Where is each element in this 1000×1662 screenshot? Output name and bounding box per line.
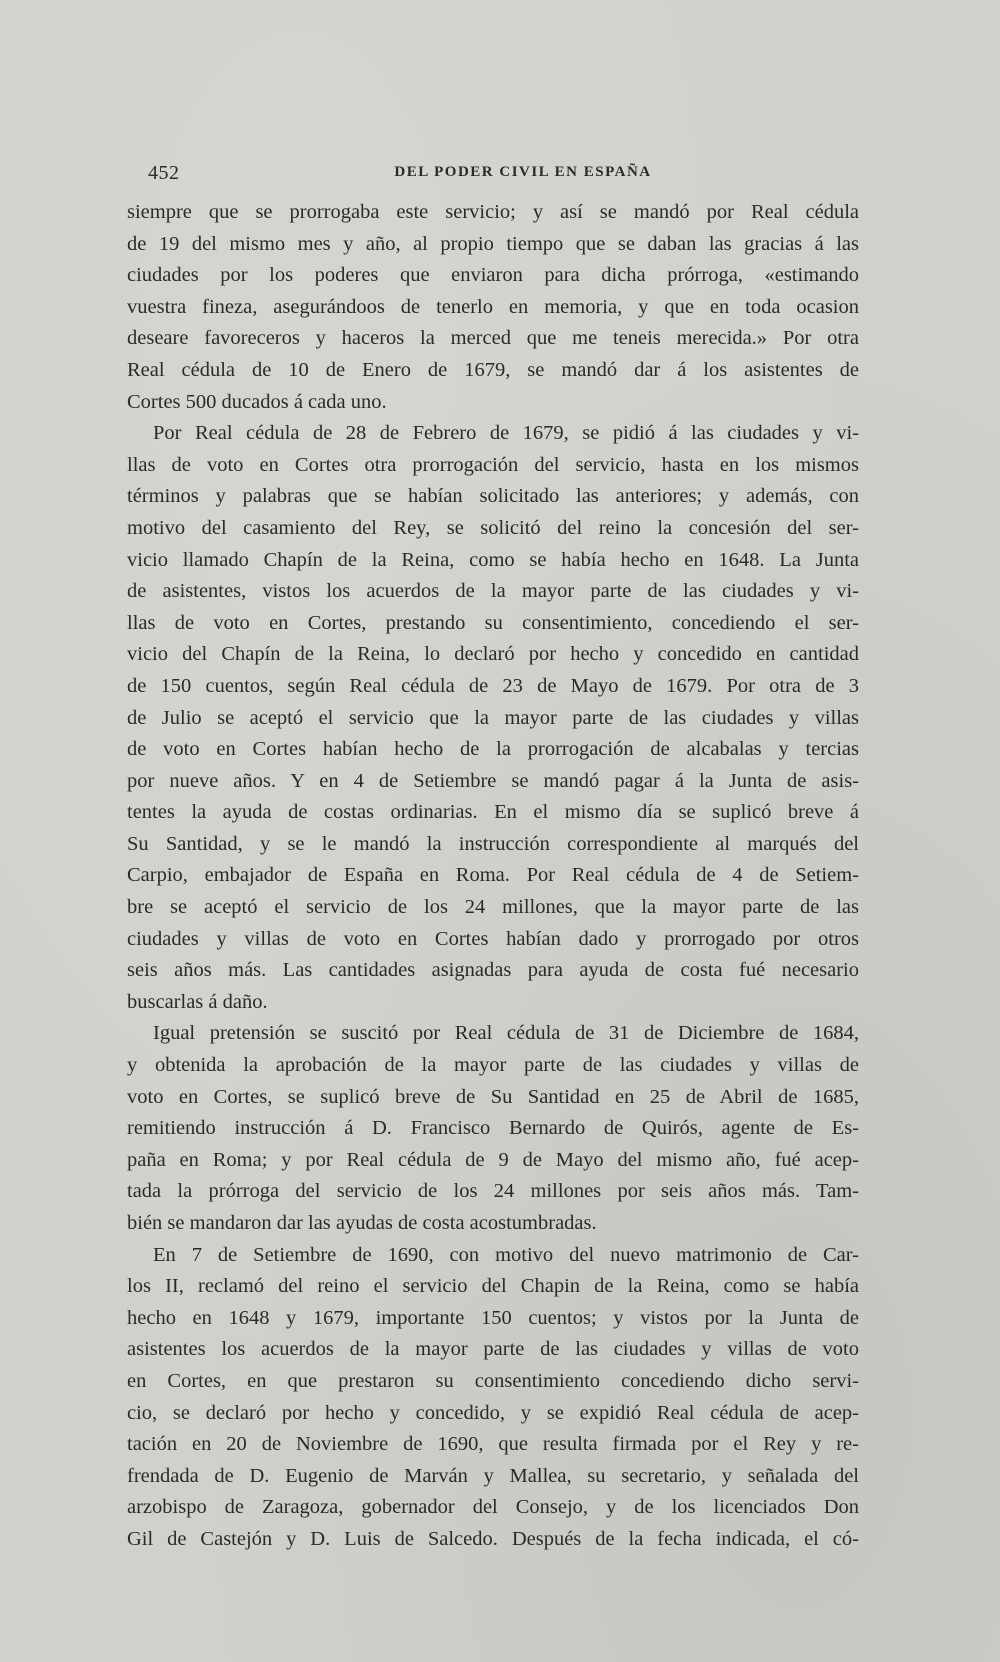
text-line: de Julio se aceptó el servicio que la mayor parte de las ciudades y villas	[127, 706, 859, 729]
text-line: vuestra fineza, asegurándoos de tenerlo en memoria, y que en toda ocasion	[127, 295, 859, 318]
page-number: 452	[148, 162, 180, 184]
text-line: frendada de D. Eugenio de Marván y Mallea, su secretario, y señalada del	[127, 1464, 859, 1487]
text-line: Cortes 500 ducados á cada uno.	[127, 390, 387, 413]
text-line: tación en 20 de Noviembre de 1690, que resulta firmada por el Rey y re-	[127, 1433, 859, 1456]
text-line: voto en Cortes, se suplicó breve de Su Santidad en 25 de Abril de 1685,	[127, 1085, 859, 1108]
text-line: por nueve años. Y en 4 de Setiembre se mandó pagar á la Junta de asis-	[127, 769, 859, 792]
text-line: ciudades y villas de voto en Cortes habían dado y prorrogado por otros	[127, 927, 859, 950]
text-line: En 7 de Setiembre de 1690, con motivo del nuevo matrimonio de Car-	[153, 1243, 859, 1266]
text-line: deseare favoreceros y haceros la merced que me teneis merecida.» Por otra	[127, 327, 859, 350]
text-line: asistentes los acuerdos de la mayor parte de las ciudades y villas de voto	[127, 1338, 859, 1361]
text-line: seis años más. Las cantidades asignadas para ayuda de costa fué necesario	[127, 959, 859, 982]
text-line: de 19 del mismo mes y año, al propio tiempo que se daban las gracias á las	[127, 232, 859, 255]
text-line: de asistentes, vistos los acuerdos de la mayor parte de las ciudades y vi-	[127, 580, 859, 603]
text-line: en Cortes, en que prestaron su consentimiento concediendo dicho servi-	[127, 1369, 859, 1392]
running-title: DEL PODER CIVIL EN ESPAÑA	[394, 164, 652, 180]
text-line: Su Santidad, y se le mandó la instrucción correspondiente al marqués del	[127, 832, 859, 855]
text-line: vicio del Chapín de la Reina, lo declaró por hecho y concedido en cantidad	[127, 643, 859, 666]
text-line: Gil de Castejón y D. Luis de Salcedo. Después de la fecha indicada, el có-	[127, 1527, 859, 1550]
text-line: Carpio, embajador de España en Roma. Por Real cédula de 4 de Setiem-	[127, 864, 859, 887]
text-line: arzobispo de Zaragoza, gobernador del Consejo, y de los licenciados Don	[127, 1496, 859, 1519]
text-line: términos y palabras que se habían solicitado las anteriores; y además, con	[127, 485, 859, 508]
text-line: Por Real cédula de 28 de Febrero de 1679, se pidió á las ciudades y vi-	[153, 422, 859, 445]
text-line: de voto en Cortes habían hecho de la prorrogación de alcabalas y tercias	[127, 738, 859, 761]
text-line: los II, reclamó del reino el servicio del Chapin de la Reina, como se había	[127, 1275, 859, 1298]
text-line: cio, se declaró por hecho y concedido, y se expidió Real cédula de acep-	[127, 1401, 859, 1424]
text-line: y obtenida la aprobación de la mayor parte de las ciudades y villas de	[127, 1054, 859, 1077]
text-line: bién se mandaron dar las ayudas de costa acostumbradas.	[127, 1212, 597, 1234]
text-line: ciudades por los poderes que enviaron para dicha prórroga, «estimando	[127, 264, 859, 287]
text-line: bre se aceptó el servicio de los 24 millones, que la mayor parte de las	[127, 896, 859, 919]
text-line: llas de voto en Cortes otra prorrogación del servicio, hasta en los mismos	[127, 453, 859, 476]
text-line: buscarlas á daño.	[127, 990, 268, 1013]
text-line: siempre que se prorrogaba este servicio; y así se mandó por Real cédula	[127, 201, 859, 223]
text-line: remitiendo instrucción á D. Francisco Bernardo de Quirós, agente de Es-	[127, 1117, 859, 1140]
running-head	[148, 162, 858, 186]
text-line: vicio llamado Chapín de la Reina, como se había hecho en 1648. La Junta	[127, 548, 859, 571]
text-line: tada la prórroga del servicio de los 24 millones por seis años más. Tam-	[127, 1180, 859, 1203]
text-line: Real cédula de 10 de Enero de 1679, se mandó dar á los asistentes de	[127, 358, 859, 381]
text-line: paña en Roma; y por Real cédula de 9 de Mayo del mismo año, fué acep-	[127, 1148, 859, 1171]
body-text	[127, 197, 859, 1556]
text-line: motivo del casamiento del Rey, se solicitó del reino la concesión del ser-	[127, 516, 859, 539]
text-line: hecho en 1648 y 1679, importante 150 cuentos; y vistos por la Junta de	[127, 1306, 859, 1329]
text-line: tentes la ayuda de costas ordinarias. En el mismo día se suplicó breve á	[127, 801, 859, 824]
text-line: de 150 cuentos, según Real cédula de 23 de Mayo de 1679. Por otra de 3	[127, 674, 859, 697]
text-line: Igual pretensión se suscitó por Real cédula de 31 de Diciembre de 1684,	[153, 1022, 859, 1045]
text-line: llas de voto en Cortes, prestando su consentimiento, concediendo el ser-	[127, 611, 859, 634]
